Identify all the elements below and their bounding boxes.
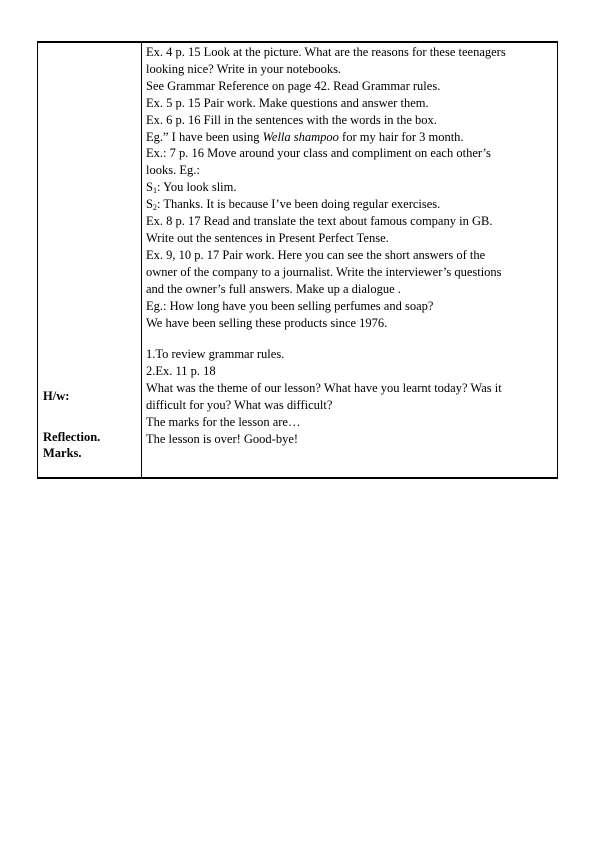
- stage-column: [43, 43, 139, 477]
- text-line: Ex. 4 p. 15 Look at the picture. What are the reasons for these teenagers: [146, 45, 506, 59]
- text-line: Ex.: 7 p. 16 Move around your class and compliment on each other’s: [146, 146, 491, 161]
- dialogue-text: : You look slim.: [156, 180, 237, 195]
- text-line: Ex. 5 p. 15 Pair work. Make questions and answer them.: [146, 95, 429, 110]
- dialogue-text: : Thanks. It is because I’ve been doing regular exercises.: [156, 197, 441, 212]
- text-line: Write out the sentences in Present Perfect Tense.: [146, 230, 389, 245]
- text-line: 2.Ex. 11 p. 18: [146, 364, 216, 379]
- reflection-label: Reflection.: [43, 430, 101, 444]
- table-bottom-border: [37, 477, 558, 479]
- text-segment: Eg.” I have been using: [146, 129, 263, 144]
- text-line: [146, 129, 556, 146]
- marks-label: Marks.: [43, 446, 82, 460]
- text-line: owner of the company to a journalist. Write the interviewer’s questions: [146, 264, 502, 279]
- column-divider: [141, 43, 142, 477]
- homework-label: H/w:: [43, 389, 70, 403]
- italic-brand-name: Wella shampoo: [262, 129, 339, 144]
- text-line: Ex. 8 p. 17 Read and translate the text about famous company in GB.: [146, 214, 493, 229]
- dialogue-line-s2: [146, 196, 556, 213]
- dialogue-line-s1: [146, 179, 556, 196]
- speaker-letter: S: [146, 197, 153, 212]
- text-line: difficult for you? What was difficult?: [146, 398, 333, 413]
- spacer: [146, 331, 556, 346]
- text-line: and the owner’s full answers. Make up a dialogue .: [146, 281, 401, 296]
- lesson-table: [37, 42, 558, 478]
- reflection-marks-label: [43, 429, 100, 461]
- text-line: We have been selling these products since 1976.: [146, 315, 388, 330]
- speaker-index: 1: [152, 186, 157, 196]
- text-segment: for my hair for 3 month.: [338, 129, 464, 144]
- text-line: See Grammar Reference on page 42. Read Grammar rules.: [146, 78, 441, 93]
- text-line: Ex. 6 p. 16 Fill in the sentences with the words in the box.: [146, 112, 437, 127]
- text-line: The marks for the lesson are…: [146, 415, 301, 430]
- text-line: looks. Eg.:: [146, 163, 200, 178]
- text-line: What was the theme of our lesson? What have you learnt today? Was it: [146, 381, 502, 396]
- text-line: Eg.: How long have you been selling perfumes and soap?: [146, 298, 434, 313]
- text-line: 1.To review grammar rules.: [146, 347, 285, 362]
- text-line: The lesson is over! Good-bye!: [146, 431, 299, 446]
- speaker-index: 2: [152, 203, 157, 213]
- speaker-letter: S: [146, 180, 153, 195]
- text-line: Ex. 9, 10 p. 17 Pair work. Here you can see the short answers of the: [146, 247, 486, 262]
- content-column: [146, 44, 556, 448]
- text-line: looking nice? Write in your notebooks.: [146, 61, 342, 76]
